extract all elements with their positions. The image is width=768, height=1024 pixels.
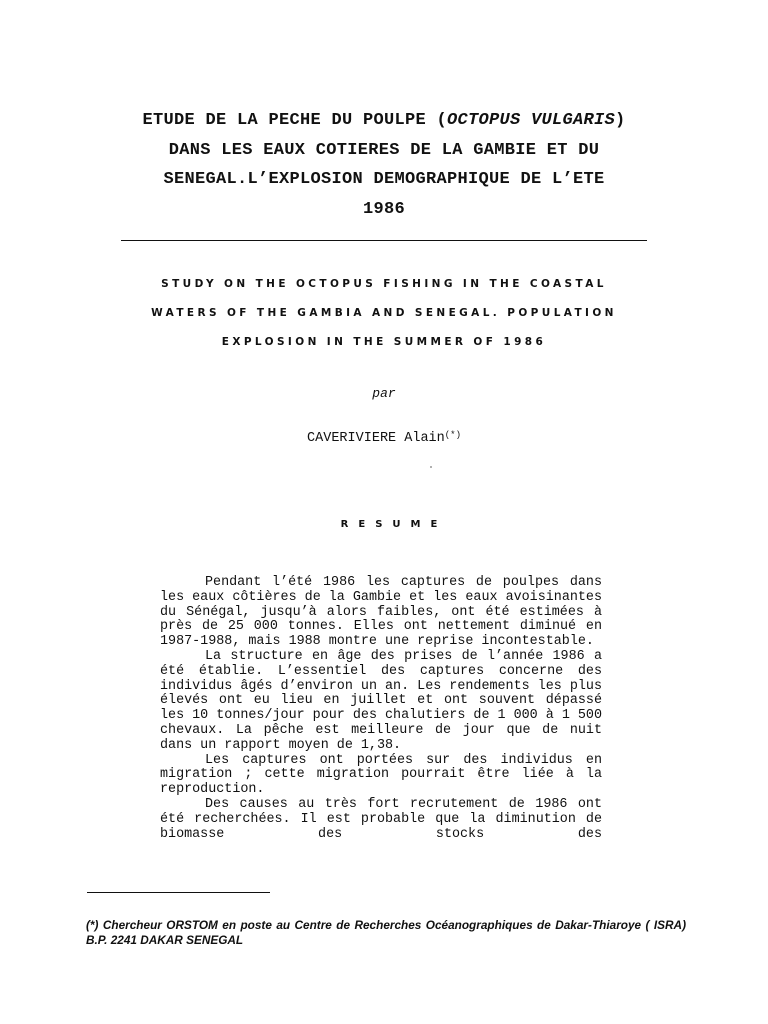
footnote: (*) Chercheur ORSTOM en poste au Centre de Recherches Océanographiques de Dakar-Thiaroye ( ISRA) B.P. 2241 DAKAR SENEGAL bbox=[86, 918, 686, 947]
title-french-line-1: ETUDE DE LA PECHE DU POULPE (OCTOPUS VULGARIS) bbox=[142, 111, 626, 130]
title-french bbox=[40, 106, 728, 224]
title-french-line-4: 1986 bbox=[362, 199, 405, 219]
abstract-body bbox=[160, 576, 602, 842]
abstract-heading: RESUME bbox=[340, 519, 448, 530]
title-english-line-2: WATERS OF THE GAMBIA AND SENEGAL. POPULATION bbox=[151, 307, 617, 319]
title-divider bbox=[121, 240, 647, 241]
author-name: CAVERIVIERE Alain bbox=[307, 431, 445, 446]
species-name: OCTOPUS VULGARIS bbox=[447, 111, 616, 130]
title-english bbox=[40, 270, 728, 357]
title-french-line-2: DANS LES EAUX COTIERES DE LA GAMBIE ET DU bbox=[168, 140, 600, 160]
abstract-paragraph: La structure en âge des prises de l’année 1986 a été établie. L’essentiel des captures concerne des individus âgés d’environ un an. Les rendements les plus élevés ont eu lieu en juillet et ont souvent dépassé les 10 tonnes/jour pour des chalutiers de 1 000 à 1 500 chevaux. La pêche est meilleure de jour que de nuit dans un rapport moyen de 1,38. bbox=[160, 648, 602, 753]
author bbox=[0, 430, 768, 446]
abstract-paragraph: Les captures ont portées sur des individus en migration ; cette migration pourrait être liée à la reproduction. bbox=[160, 752, 602, 798]
abstract-paragraph: Des causes au très fort recrutement de 1986 ont été recherchées. Il est probable que la diminution de biomasse des stocks des bbox=[160, 796, 602, 842]
title-english-line-3: EXPLOSION IN THE SUMMER OF 1986 bbox=[221, 336, 547, 348]
abstract-paragraph: Pendant l’été 1986 les captures de poulpes dans les eaux côtières de la Gambie et les eaux avoisinantes du Sénégal, jusqu’à alors faibles, ont été estimées à près de 25 000 tonnes. Elles ont nettement diminué en 1987-1988, mais 1988 montre une reprise incontestable. bbox=[160, 575, 602, 650]
title-french-line-3: SENEGAL.L’EXPLOSION DEMOGRAPHIQUE DE L’ETE bbox=[163, 170, 605, 189]
author-footnote-mark: (*) bbox=[444, 430, 461, 440]
title-english-line-1: STUDY ON THE OCTOPUS FISHING IN THE COASTAL bbox=[161, 278, 607, 290]
scan-speck bbox=[430, 466, 432, 468]
footnote-divider bbox=[87, 892, 270, 893]
byline-par: par bbox=[372, 386, 396, 401]
